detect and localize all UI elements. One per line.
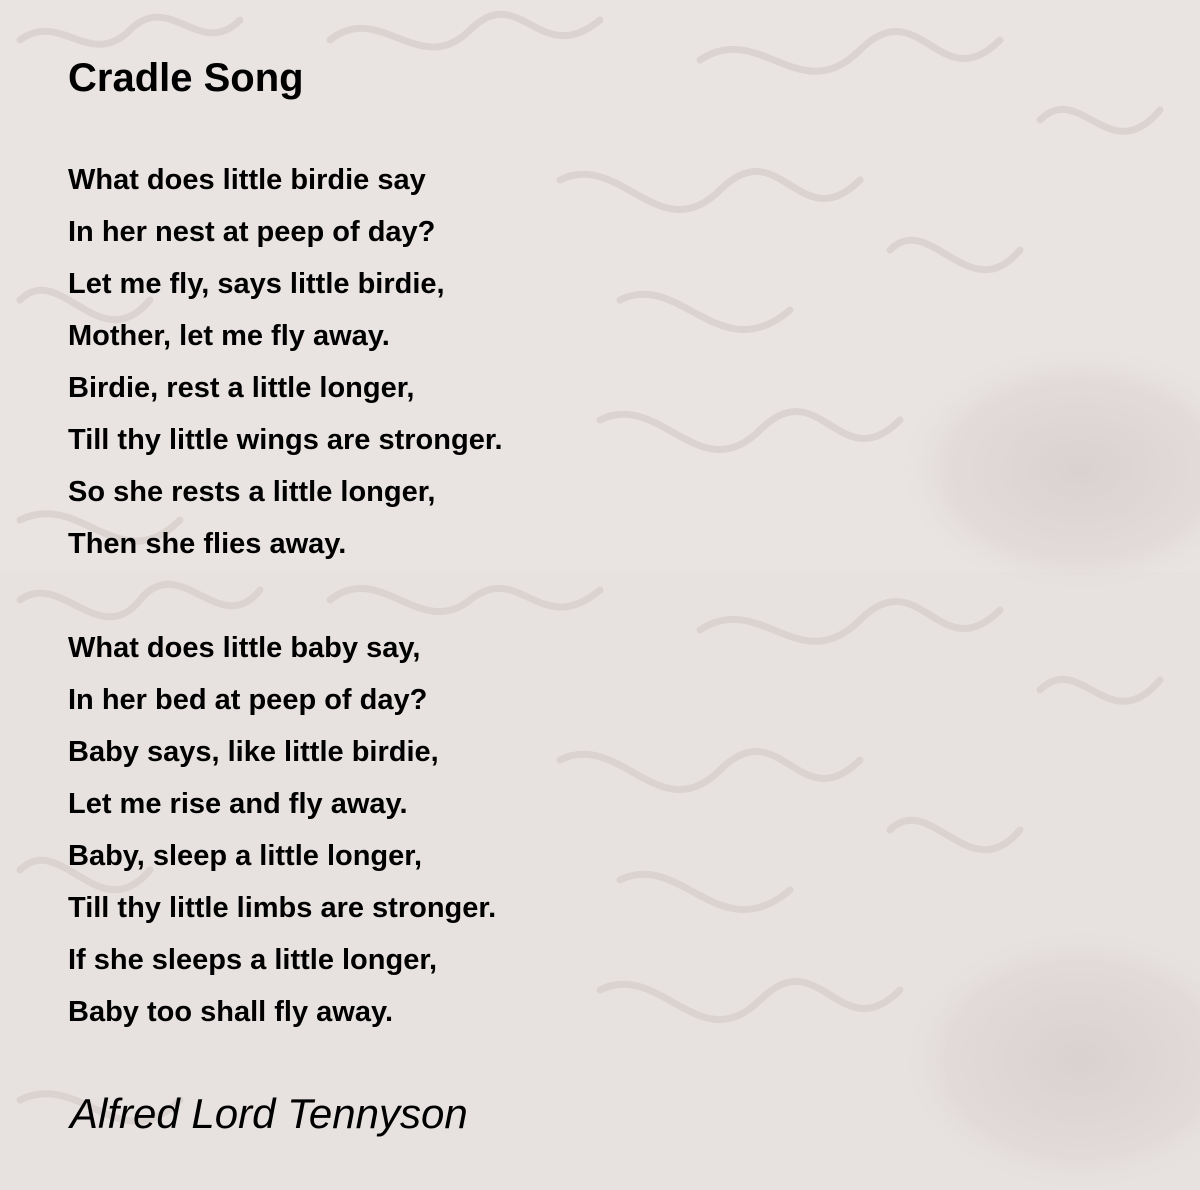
poem-line: In her nest at peep of day? [68, 216, 436, 248]
poem-line: Baby too shall fly away. [68, 996, 394, 1028]
poem-line: So she rests a little longer, [68, 476, 436, 508]
poem-line: Let me fly, says little birdie, [68, 268, 445, 300]
poem-line: Mother, let me fly away. [68, 320, 390, 352]
poem-line: Then she flies away. [68, 528, 347, 560]
stanza-1 [68, 154, 503, 570]
poem-line: Till thy little limbs are stronger. [68, 892, 497, 924]
poem-line: Birdie, rest a little longer, [68, 372, 415, 404]
poem-line: Baby says, like little birdie, [68, 736, 439, 768]
poem-line: Let me rise and fly away. [68, 788, 408, 820]
stanza-2 [68, 622, 496, 1038]
poem-line: What does little baby say, [68, 632, 421, 664]
poem-line: Baby, sleep a little longer, [68, 840, 423, 872]
poem-line: If she sleeps a little longer, [68, 944, 438, 976]
poem-line: In her bed at peep of day? [68, 684, 428, 716]
poem-line: What does little birdie say [68, 164, 426, 196]
poem-line: Till thy little wings are stronger. [68, 424, 503, 456]
poem-author: Alfred Lord Tennyson [70, 1090, 468, 1137]
poem-title: Cradle Song [68, 56, 304, 100]
